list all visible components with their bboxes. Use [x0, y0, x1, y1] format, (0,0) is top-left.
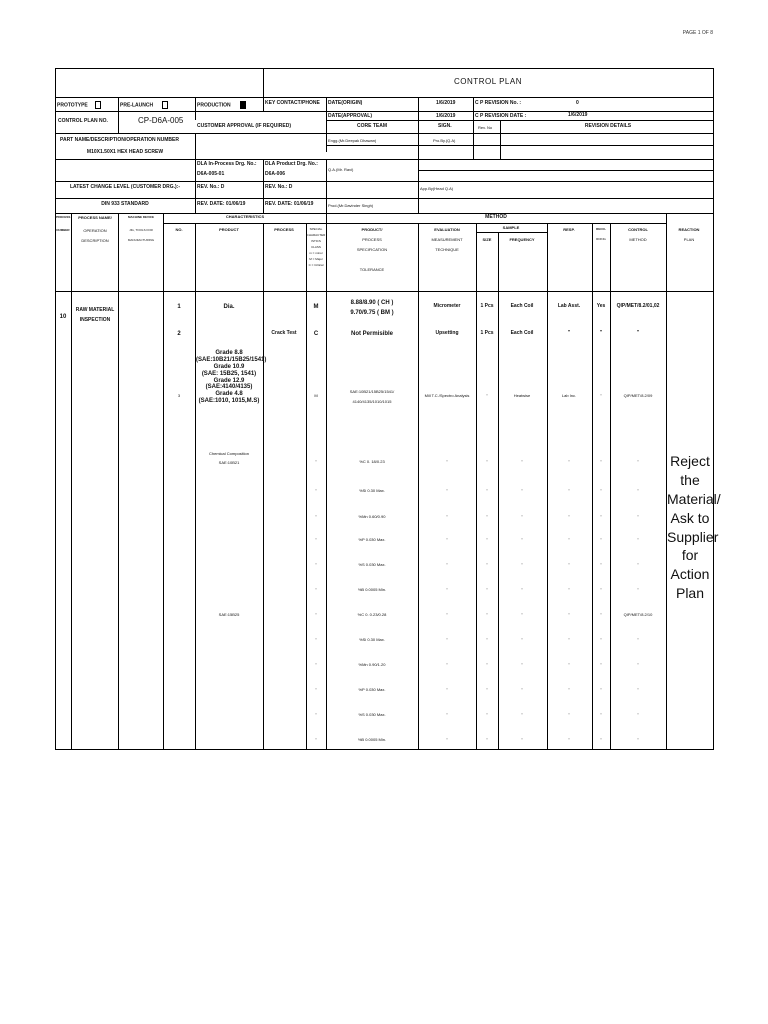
cell-spec: %Mn 0.60/0.90: [358, 514, 386, 519]
cell-ctrl: ": [637, 587, 639, 592]
cell-ctrl: ": [637, 737, 639, 742]
grade-line: (SAE:10B21/15B25/1541): [196, 356, 267, 363]
cp-revision-no-label: C P REVISION No. :: [475, 100, 522, 106]
cell-cls: ": [315, 687, 317, 692]
cell-size: ": [486, 537, 488, 542]
prototype-checkbox[interactable]: [95, 101, 101, 109]
cell-resp: ": [568, 459, 570, 464]
rev-no-label: Rev. No: [478, 125, 493, 130]
cell-cls: ": [315, 712, 317, 717]
cell-freq: ": [521, 662, 523, 667]
grade-line: Grade 10.9: [213, 363, 245, 370]
cell-freq: ": [521, 587, 523, 592]
col-process-number-1: PROCESS: [55, 215, 71, 219]
prelaunch-checkbox[interactable]: [162, 101, 168, 109]
cell-freq: ": [521, 712, 523, 717]
prod-member: Prod.(Mr.Davinder Singh): [328, 203, 374, 208]
pro-sign: Pro.By.(Q.A): [433, 138, 456, 143]
cell-eval: ": [446, 459, 448, 464]
cell-ctrl: ": [637, 637, 639, 642]
cell-cls: ": [315, 459, 317, 464]
cell-resp: ": [568, 712, 570, 717]
grade-line: Grade 12.9: [213, 377, 245, 384]
cell-eval: ": [446, 637, 448, 642]
cell-ctrl: ": [637, 562, 639, 567]
col-special-4: CLASS: [311, 245, 321, 249]
cell-rec: Yes: [596, 303, 606, 309]
cell-ctrl: ": [636, 330, 640, 336]
cell-spec: %Si 0.30 Max.: [359, 637, 385, 642]
cell-resp: ": [568, 637, 570, 642]
cell-rec: ": [600, 612, 602, 617]
cell-freq: ": [521, 514, 523, 519]
cell-spec-2: 4140/4135/1010/1015: [352, 399, 392, 404]
cell-size: ": [486, 687, 488, 692]
cell-spec: %P 0.030 Max.: [358, 687, 386, 692]
cell-spec: 8.88/8.90 ( CH ): [350, 300, 394, 306]
cell-ctrl: ": [637, 687, 639, 692]
grade-line: (SAE:4140/4135): [205, 384, 253, 391]
cell-ctrl: QIP/MET/8.2/10: [623, 612, 653, 617]
cell-rec: ": [600, 587, 602, 592]
cell-resp: Lab Inc.: [561, 393, 577, 398]
col-process: PROCESS: [274, 227, 294, 232]
cell-resp: ": [568, 662, 570, 667]
col-machine-3: MANUFACTURING: [127, 238, 155, 242]
date-approval-value: 1/6/2019: [436, 113, 456, 119]
cell-freq: ": [521, 612, 523, 617]
col-special-6: M = Major: [309, 257, 323, 261]
col-special-5: m = minor: [309, 251, 323, 255]
cell-resp: Lab Asst.: [557, 303, 581, 309]
cell-rec: ": [600, 488, 602, 493]
prototype-label: PROTOTYPE: [57, 101, 101, 109]
cell-rec: ": [600, 537, 602, 542]
col-process-number-2: NUMBER: [56, 228, 70, 232]
revision-details-label: REVISION DETAILS: [584, 123, 632, 129]
grade-line: (SAE: 15B25, 1541): [201, 370, 257, 377]
col-process-name-2: OPERATION: [83, 228, 107, 233]
cell-no: 2: [177, 331, 181, 337]
cell-size: ": [486, 637, 488, 642]
grade-line: (SAE:1010, 1015,M.S): [198, 398, 260, 405]
cell-rec: ": [600, 459, 602, 464]
col-sample: SAMPLE: [502, 225, 520, 230]
process-name-1: RAW MATERIAL: [75, 307, 115, 313]
cell-ctrl: ": [637, 514, 639, 519]
cell-cls: ": [315, 587, 317, 592]
cell-size: ": [486, 612, 488, 617]
grade-line: Grade 4.8: [215, 391, 243, 398]
cell-freq: Each Coil: [510, 303, 534, 309]
cell-cls: M: [314, 393, 318, 398]
cell-size: ": [486, 459, 488, 464]
cell-spec: %Si 0.30 Max.: [359, 488, 385, 493]
cell-product: SAE:15B25: [218, 612, 240, 617]
col-eval-2: MEASUREMENT: [431, 237, 463, 242]
cell-eval: ": [446, 662, 448, 667]
cell-resp: ": [567, 330, 571, 336]
cell-cls: ": [315, 612, 317, 617]
cell-ctrl: QIP/MET/8.2/01,02: [616, 303, 660, 309]
col-no: NO.: [175, 227, 183, 232]
cell-resp: ": [568, 562, 570, 567]
production-checkbox[interactable]: [240, 101, 246, 109]
cell-resp: ": [568, 537, 570, 542]
cell-eval: ": [446, 737, 448, 742]
cell-size: ": [486, 587, 488, 592]
cell-spec: %C 0. 18/0.23: [359, 459, 385, 464]
cell-freq: Heatwise: [513, 393, 531, 398]
rev-no-d1: REV. No.: D: [197, 184, 225, 190]
col-spec-1: PRODUCT/: [361, 227, 383, 232]
col-machine-1: MACHINE DEVICE: [127, 215, 155, 219]
col-size: SIZE: [482, 237, 492, 242]
cell-resp: ": [568, 737, 570, 742]
cell-cls: C: [313, 331, 319, 337]
col-special-7: C = Critical: [308, 263, 324, 267]
grade-line: Grade 8.8: [215, 350, 243, 356]
chem-composition-label: Chemical Composition: [208, 451, 250, 456]
cell-product: Dia.: [223, 304, 235, 310]
col-machine-2: JIG, TOOLS FOR: [129, 228, 153, 232]
cell-size: ": [486, 712, 488, 717]
cell-no: 3: [177, 393, 181, 398]
cell-freq: ": [521, 562, 523, 567]
cell-spec: SAE:10B21/15B25/1541/: [349, 389, 395, 394]
qa-member: Q.A.(Mr. Ravi): [328, 167, 354, 172]
cell-size: ": [486, 737, 488, 742]
cell-cls: M: [313, 304, 319, 310]
cell-freq: Each Coil: [510, 330, 534, 336]
col-characteristics: CHARACTERISTICS: [225, 214, 265, 219]
cell-spec: %B 0.0005 Min.: [357, 587, 387, 592]
dla-inprocess-drg-label: DLA In-Process Drg. No.:: [197, 161, 257, 167]
cell-cls: ": [315, 737, 317, 742]
production-label: PRODUCTION: [197, 101, 246, 109]
cell-size: ": [486, 488, 488, 493]
cell-eval: ": [446, 537, 448, 542]
dla-product-drg-value: D6A-006: [265, 171, 286, 177]
cell-rec: ": [600, 662, 602, 667]
cell-spec: Not Permisible: [350, 331, 394, 337]
date-origin-value: 1/6/2019: [436, 100, 456, 106]
cell-eval: Micrometer: [433, 303, 461, 309]
cell-freq: ": [521, 687, 523, 692]
key-contact-label: KEY CONTACT/PHONE: [265, 100, 320, 106]
cell-rec: ": [599, 330, 603, 336]
cell-eval: ": [446, 562, 448, 567]
cell-spec: %P 0.030 Max.: [358, 537, 386, 542]
cell-process: Crack Test: [271, 330, 297, 336]
din-standard: DIN 933 STANDARD: [101, 201, 149, 207]
cell-eval: ": [446, 587, 448, 592]
cell-eval: ": [446, 488, 448, 493]
cell-spec: %S 0.030 Max.: [358, 562, 386, 567]
cell-ctrl: ": [637, 662, 639, 667]
col-eval-1: EVALUATION: [434, 227, 460, 232]
col-process-name-1: PROCESS NAME/: [78, 215, 112, 220]
control-plan-no-value: CP-D6A-005: [138, 116, 184, 125]
date-approval-label: DATE(APPROVAL): [328, 113, 372, 119]
col-resp: RESP.: [563, 227, 575, 232]
process-number: 10: [59, 314, 67, 320]
col-spec-3: SPECIFICATION: [356, 247, 388, 252]
cell-eval: ": [446, 612, 448, 617]
cell-rec: ": [600, 687, 602, 692]
col-product: PRODUCT: [219, 227, 239, 232]
col-special-2: CHARACTER: [306, 233, 326, 237]
cell-freq: ": [521, 637, 523, 642]
col-reaction-2: PLAN: [683, 237, 695, 242]
cell-cls: ": [315, 562, 317, 567]
col-special-3: ISTICS: [311, 239, 321, 243]
col-spec-2: PROCESS: [362, 237, 382, 242]
dla-product-drg-label: DLA Product Drg. No.:: [265, 161, 318, 167]
col-eval-3: TECHNIQUE: [435, 247, 459, 252]
cell-rec: ": [600, 562, 602, 567]
cell-spec-2: 9.70/9.75 ( BM ): [350, 310, 394, 316]
cell-spec: %C 0. 0.23/0.28: [357, 612, 387, 617]
cell-resp: ": [568, 514, 570, 519]
cell-resp: ": [568, 687, 570, 692]
cell-cls: ": [315, 488, 317, 493]
app-by: App.By(Head Q.A): [420, 186, 454, 191]
cell-ctrl: ": [637, 459, 639, 464]
cell-rec: ": [600, 712, 602, 717]
cell-size: ": [486, 662, 488, 667]
chem-sae-label: SAE:10B21: [218, 460, 240, 465]
cell-eval: ": [446, 514, 448, 519]
cell-size: ": [486, 562, 488, 567]
cell-rec: ": [600, 637, 602, 642]
cell-ctrl: ": [637, 488, 639, 493]
cell-ctrl: QIP/MET/8.2/09: [623, 393, 653, 398]
cell-eval: Mill T.C./Spectro Analysis: [424, 393, 470, 398]
col-control-1: CONTROL: [628, 227, 648, 232]
cp-revision-date-label: C P REVISION DATE :: [475, 113, 527, 119]
col-spec-4: TOLERANCE: [359, 267, 385, 272]
col-method: METHOD: [485, 214, 507, 220]
col-reaction-1: REACTION: [678, 227, 700, 232]
control-plan-no-label: CONTROL PLAN NO.: [58, 118, 108, 124]
col-record-2: RDING: [596, 237, 606, 241]
col-special-1: SPECIAL: [309, 227, 323, 231]
cell-freq: ": [521, 459, 523, 464]
cell-cls: ": [315, 537, 317, 542]
cell-freq: ": [521, 537, 523, 542]
cell-size: 1 Pcs: [480, 330, 494, 336]
col-process-name-3: DESCRIPTION: [81, 238, 109, 243]
cell-rec: ": [600, 737, 602, 742]
core-team-label: CORE TEAM: [357, 123, 387, 129]
page-number-label: PAGE 1 OF 8: [682, 30, 713, 36]
cell-rec: ": [600, 393, 602, 398]
part-name-value: M10X1.50X1 HEX HEAD SCREW: [86, 149, 164, 155]
col-frequency: FREQUENCY: [509, 237, 535, 242]
grade-block: [196, 350, 267, 405]
prelaunch-label: PRE-LAUNCH: [120, 101, 168, 109]
cell-resp: ": [568, 587, 570, 592]
cp-revision-no-value: 0: [576, 100, 579, 106]
rev-date-1: REV. DATE: 01/06/19: [197, 201, 246, 207]
cell-spec: %S 0.030 Max.: [358, 712, 386, 717]
cell-resp: ": [568, 612, 570, 617]
engg-member: Engg.(Mr.Deepak Dhawan): [328, 138, 377, 143]
cp-revision-date-value: 1/6/2019: [568, 112, 588, 118]
col-record-1: RECO-: [596, 227, 606, 231]
cell-cls: ": [315, 637, 317, 642]
cell-rec: ": [600, 514, 602, 519]
dla-inprocess-drg-value: D6A-005-01: [197, 171, 225, 177]
part-name-label: PART NAME/DESCRIPTION/OPERATION NUMBER: [60, 137, 179, 143]
rev-no-d2: REV. No.: D: [265, 184, 293, 190]
cell-size: ": [486, 393, 488, 398]
customer-approval-label: CUSTOMER APPROVAL (IF REQUIRED): [197, 123, 291, 129]
page-title: CONTROL PLAN: [454, 77, 522, 86]
cell-freq: ": [521, 488, 523, 493]
date-origin-label: DATE(ORIGIN): [328, 100, 363, 106]
cell-eval: ": [446, 687, 448, 692]
cell-size: 1 Pcs: [480, 303, 494, 309]
cell-eval: Upsetting: [435, 330, 459, 336]
cell-ctrl: ": [637, 537, 639, 542]
cell-no: 1: [177, 304, 181, 310]
cell-eval: ": [446, 712, 448, 717]
reaction-plan-text: Reject the Material/ Ask to Supplier for Action Plan: [667, 453, 721, 602]
cell-ctrl: ": [637, 712, 639, 717]
rev-date-2: REV. DATE: 01/06/19: [265, 201, 314, 207]
cell-spec: %B 0.0005 Min.: [357, 737, 387, 742]
cell-resp: ": [568, 488, 570, 493]
sign-label: SIGN.: [438, 123, 452, 129]
cell-cls: ": [315, 514, 317, 519]
process-name-2: INSPECTION: [79, 317, 111, 323]
col-control-2: METHOD: [629, 237, 647, 242]
cell-cls: ": [315, 662, 317, 667]
latest-change-label: LATEST CHANGE LEVEL (CUSTOMER DRG.):-: [70, 184, 180, 190]
cell-freq: ": [521, 737, 523, 742]
cell-size: ": [486, 514, 488, 519]
cell-spec: %Mn 0.90/1.20: [358, 662, 386, 667]
